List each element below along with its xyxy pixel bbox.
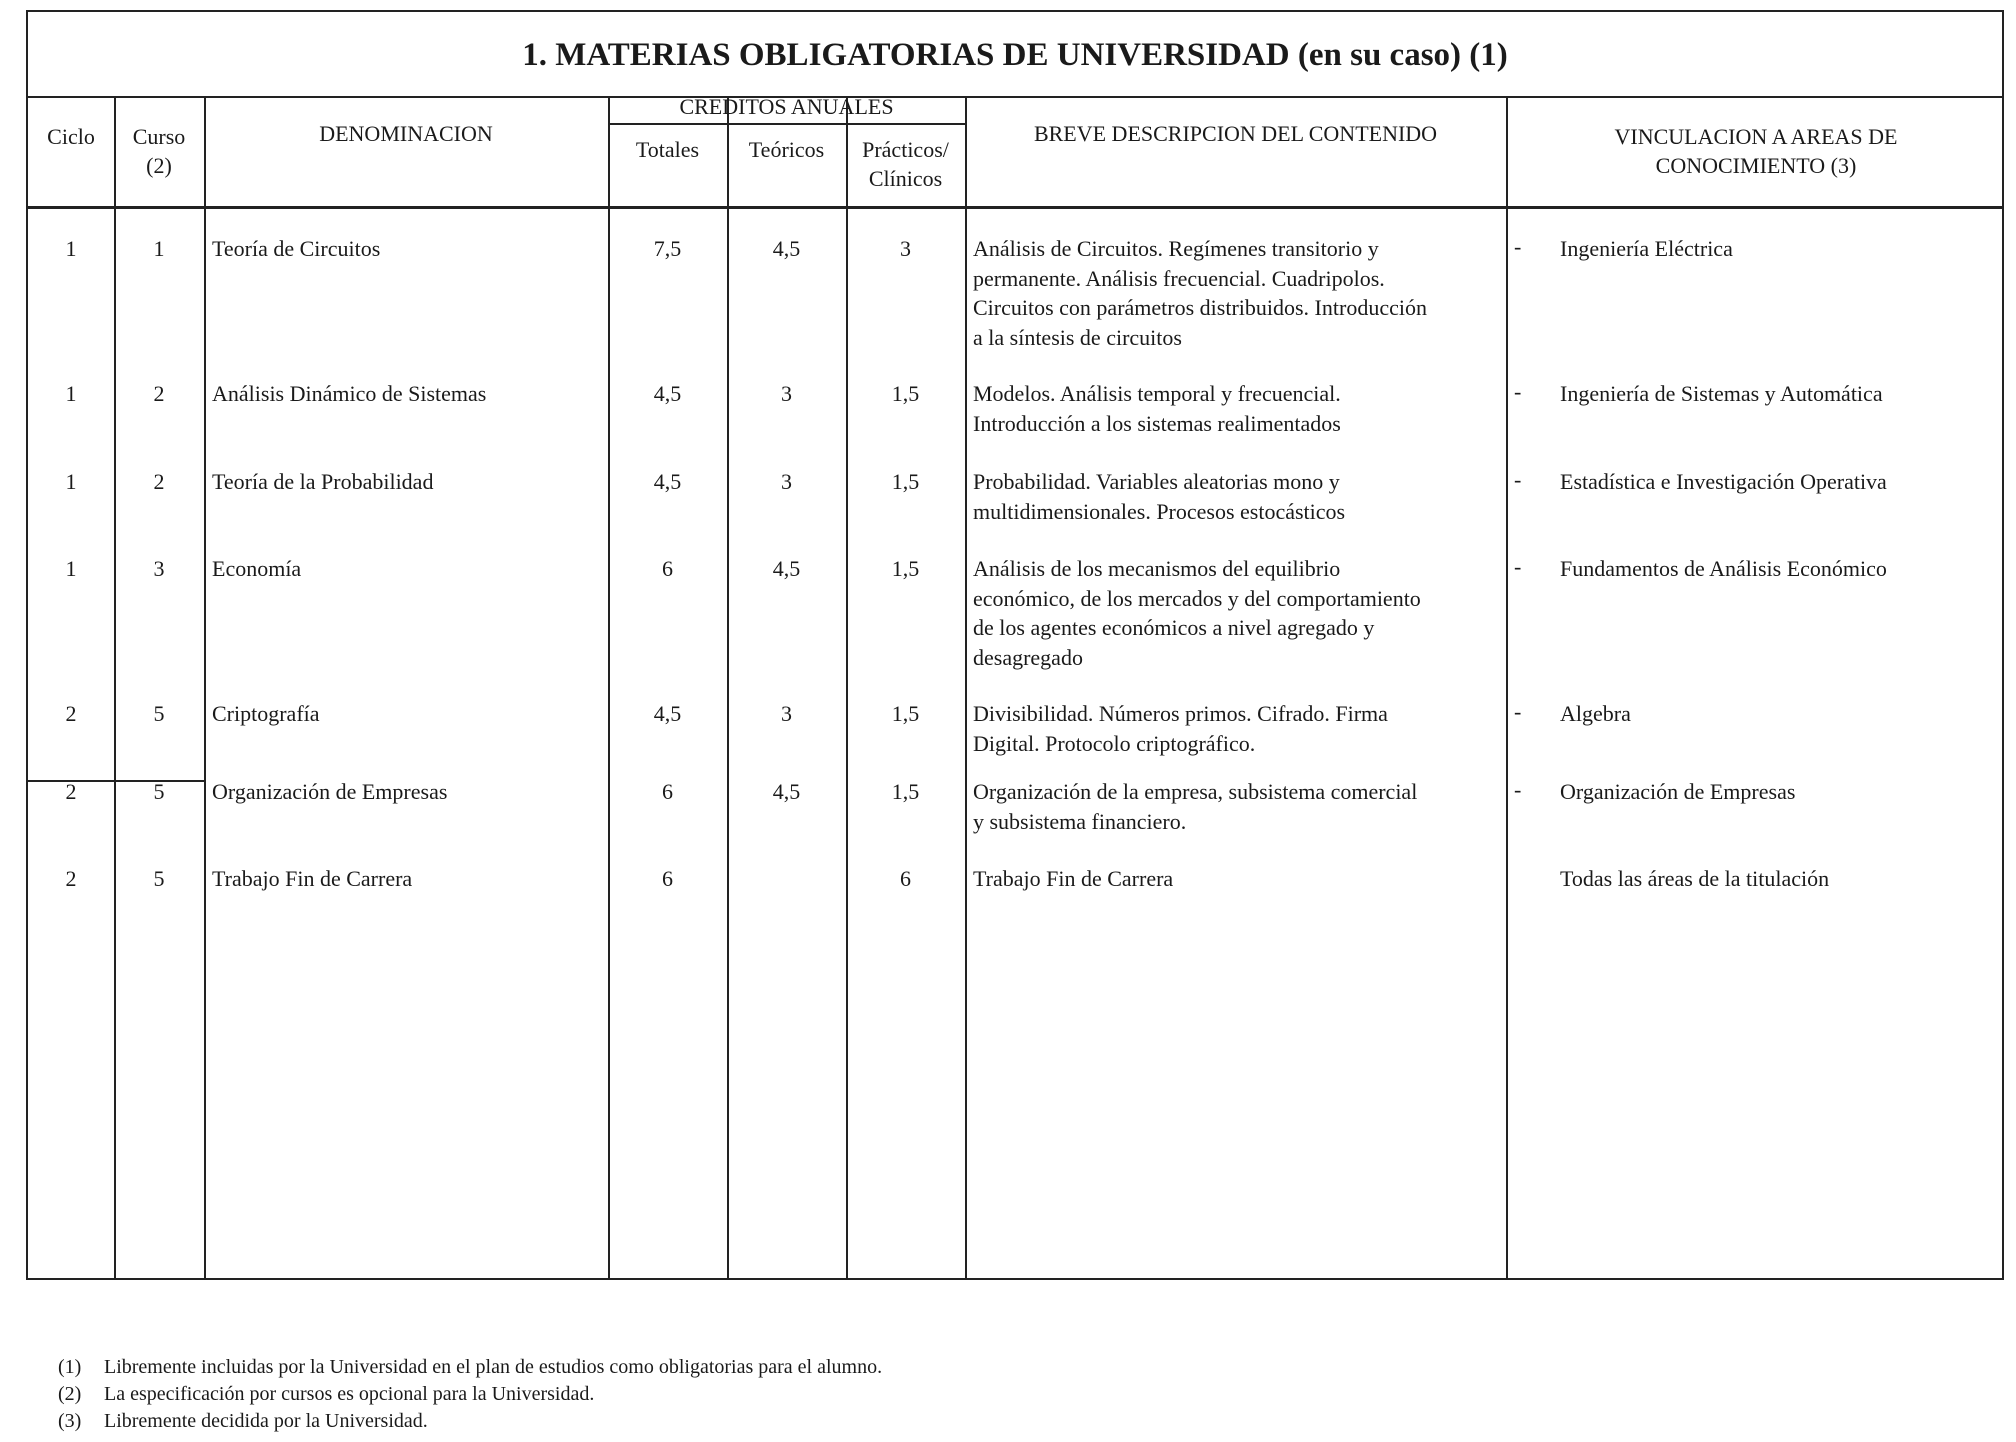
cell-totales: 7,5 [653, 236, 682, 261]
footnote-text: Libremente decidida por la Universidad. [104, 1410, 428, 1432]
list-dash: - [1514, 234, 1522, 259]
list-dash: - [1514, 554, 1522, 579]
col-divider [727, 98, 729, 1278]
cell-practicos: 6 [900, 866, 911, 891]
list-dash: - [1514, 379, 1522, 404]
cell-teoricos: 3 [781, 701, 792, 726]
cell-practicos: 1,5 [891, 779, 920, 804]
footnote [58, 1409, 428, 1434]
cell-descripcion-line: Trabajo Fin de Carrera [973, 866, 1174, 891]
cell-area: Organización de Empresas [1560, 779, 1796, 804]
footnote-number: (1) [58, 1356, 82, 1378]
cell-curso: 2 [153, 469, 165, 494]
cell-descripcion-line: de los agentes económicos a nivel agregado y [973, 615, 1375, 640]
page-title: 1. MATERIAS OBLIGATORIAS DE UNIVERSIDAD (en su caso) (1) [28, 12, 2002, 98]
cell-area: Ingeniería de Sistemas y Automática [1560, 381, 1883, 406]
list-dash: - [1514, 467, 1522, 492]
cell-totales: 4,5 [653, 381, 682, 406]
table-frame [26, 10, 2004, 1280]
cell-descripcion-line: Divisibilidad. Números primos. Cifrado. Firma [973, 701, 1388, 726]
cell-denominacion: Criptografía [212, 701, 320, 726]
col-divider [965, 98, 967, 1278]
cell-ciclo: 2 [65, 866, 77, 891]
header-teoricos: Teóricos [748, 137, 825, 162]
cell-teoricos: 4,5 [772, 236, 801, 261]
cell-curso: 3 [153, 556, 165, 581]
footnote [58, 1355, 882, 1380]
col-divider [608, 98, 610, 1278]
cell-ciclo: 1 [65, 381, 77, 406]
cell-teoricos: 3 [781, 381, 792, 406]
footnote-number: (3) [58, 1410, 82, 1432]
col-divider [846, 98, 848, 1278]
header-creditos: CREDITOS ANUALES [679, 94, 894, 119]
cell-denominacion: Economía [212, 556, 302, 581]
header-denominacion: DENOMINACION [319, 121, 493, 146]
cell-descripcion-line: Modelos. Análisis temporal y frecuencial. [973, 381, 1341, 406]
cell-descripcion-line: permanente. Análisis frecuencial. Cuadripolos. [973, 265, 1385, 291]
cell-teoricos: 4,5 [772, 556, 801, 581]
cell-ciclo: 2 [65, 779, 77, 804]
cell-descripcion-line: Análisis de los mecanismos del equilibrio [973, 556, 1341, 581]
cell-ciclo: 1 [65, 469, 77, 494]
header-descripcion: BREVE DESCRIPCION DEL CONTENIDO [1033, 121, 1438, 146]
header-practicos: Prácticos/ [862, 137, 949, 162]
cell-practicos: 3 [900, 236, 911, 261]
header-bottom-rule [28, 206, 2004, 209]
cell-practicos: 1,5 [891, 701, 920, 726]
cell-curso: 5 [153, 779, 165, 804]
header-curso: Curso [132, 124, 186, 149]
cell-denominacion: Teoría de la Probabilidad [212, 469, 434, 494]
header-ciclo: Ciclo [47, 124, 95, 149]
col-divider [204, 98, 206, 1278]
cell-descripcion-line: a la síntesis de circuitos [973, 324, 1182, 350]
cell-totales: 4,5 [653, 701, 682, 726]
header-vinculacion-2: CONOCIMIENTO (3) [1655, 153, 1857, 178]
header-vinculacion: VINCULACION A AREAS DE [1614, 124, 1898, 149]
cell-descripcion-line: Circuitos con parámetros distribuidos. Introducción [973, 295, 1427, 320]
credits-header-rule [608, 123, 967, 125]
cell-descripcion-line: desagregado [973, 644, 1083, 670]
cell-ciclo: 2 [65, 701, 77, 726]
cell-descripcion-line: Digital. Protocolo criptográfico. [973, 730, 1256, 756]
header-totales: Totales [635, 137, 700, 162]
footnote [58, 1382, 594, 1407]
header-clinicos: Clínicos [868, 166, 943, 191]
header-curso-note: (2) [146, 153, 172, 178]
cell-area: Ingeniería Eléctrica [1560, 236, 1733, 261]
cell-denominacion: Organización de Empresas [212, 779, 448, 804]
cell-curso: 2 [153, 381, 165, 406]
cell-denominacion: Trabajo Fin de Carrera [212, 866, 413, 891]
cell-descripcion-line: Análisis de Circuitos. Regímenes transitorio y [973, 236, 1379, 261]
cell-descripcion-line: económico, de los mercados y del comportamiento [973, 585, 1421, 611]
cell-area: Estadística e Investigación Operativa [1560, 469, 1887, 494]
cell-curso: 5 [153, 701, 165, 726]
cell-area: Fundamentos de Análisis Económico [1560, 556, 1887, 581]
cell-ciclo: 1 [65, 236, 77, 261]
cell-curso: 5 [153, 866, 165, 891]
footnote-text: Libremente incluidas por la Universidad en el plan de estudios como obligatorias para el alumno. [104, 1356, 883, 1378]
cell-denominacion: Análisis Dinámico de Sistemas [212, 381, 487, 406]
footnote-number: (2) [58, 1383, 82, 1405]
cell-descripcion-line: Probabilidad. Variables aleatorias mono y [973, 469, 1340, 494]
cell-area: Algebra [1560, 701, 1631, 726]
list-dash: - [1514, 699, 1522, 724]
cell-totales: 6 [662, 779, 673, 804]
cell-teoricos: 4,5 [772, 779, 801, 804]
col-divider [1506, 98, 1508, 1278]
cell-totales: 4,5 [653, 469, 682, 494]
cell-practicos: 1,5 [891, 556, 920, 581]
cell-ciclo: 1 [65, 556, 77, 581]
cell-descripcion-line: Organización de la empresa, subsistema comercial [973, 779, 1418, 804]
cell-practicos: 1,5 [891, 381, 920, 406]
cell-descripcion-line: Introducción a los sistemas realimentados [973, 410, 1341, 436]
cell-teoricos: 3 [781, 469, 792, 494]
cell-area: Todas las áreas de la titulación [1560, 866, 1830, 891]
list-dash: - [1514, 777, 1522, 802]
cell-descripcion-line: y subsistema financiero. [973, 808, 1187, 834]
cell-denominacion: Teoría de Circuitos [212, 236, 381, 261]
cell-totales: 6 [662, 866, 673, 891]
cell-descripcion-line: multidimensionales. Procesos estocásticos [973, 498, 1346, 524]
cell-totales: 6 [662, 556, 673, 581]
footnote-text: La especificación por cursos es opcional para la Universidad. [104, 1383, 595, 1405]
cell-practicos: 1,5 [891, 469, 920, 494]
col-divider [114, 98, 116, 1278]
cell-curso: 1 [153, 236, 165, 261]
